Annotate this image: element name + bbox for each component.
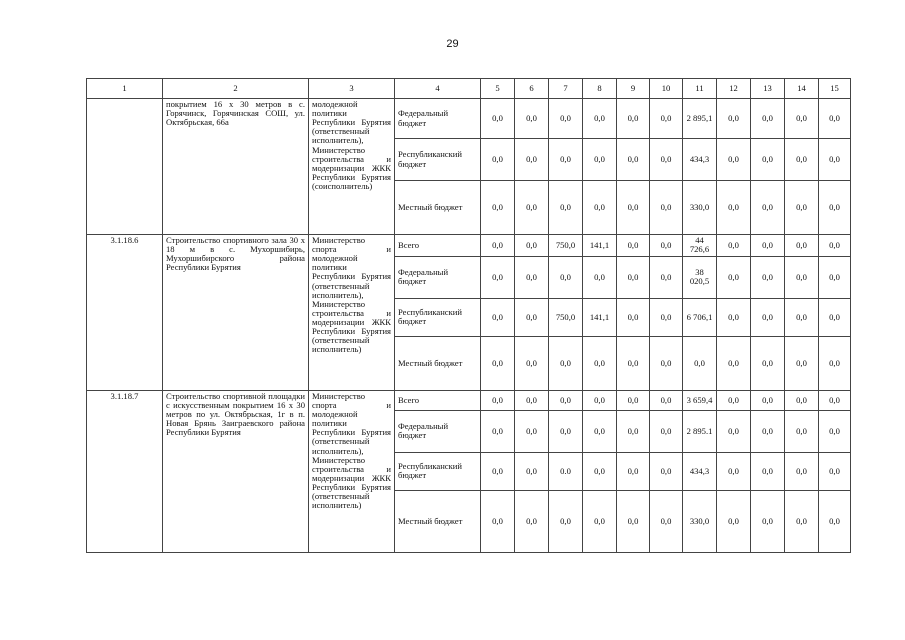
value-cell: 0,0 <box>785 336 819 390</box>
value-cell: 0,0 <box>785 99 819 139</box>
value-cell: 0,0 <box>650 99 683 139</box>
value-cell: 0,0 <box>583 99 617 139</box>
header-cell: 14 <box>785 79 819 99</box>
value-cell: 0,0 <box>583 256 617 298</box>
value-cell: 0,0 <box>819 490 851 552</box>
value-cell: 0,0 <box>650 390 683 410</box>
value-cell: 0,0 <box>785 390 819 410</box>
value-cell: 0,0 <box>481 235 515 257</box>
value-cell: 0.0 <box>549 452 583 490</box>
value-cell: 0,0 <box>515 235 549 257</box>
value-cell: 2 895,1 <box>683 99 717 139</box>
funding-source-cell: Республиканский бюджет <box>395 452 481 490</box>
value-cell: 0,0 <box>481 410 515 452</box>
funding-source-cell: Местный бюджет <box>395 181 481 235</box>
value-cell: 38 020,5 <box>683 256 717 298</box>
value-cell: 434,3 <box>683 139 717 181</box>
funding-source-cell: Всего <box>395 235 481 257</box>
value-cell: 0,0 <box>549 336 583 390</box>
value-cell: 0,0 <box>717 336 751 390</box>
value-cell: 0,0 <box>617 452 650 490</box>
value-cell: 0,0 <box>751 235 785 257</box>
value-cell: 0,0 <box>515 298 549 336</box>
value-cell: 0,0 <box>617 390 650 410</box>
table-row <box>87 235 851 257</box>
value-cell: 0,0 <box>717 181 751 235</box>
value-cell: 0,0 <box>650 298 683 336</box>
value-cell: 0,0 <box>717 99 751 139</box>
value-cell: 0,0 <box>515 139 549 181</box>
value-cell: 0,0 <box>717 298 751 336</box>
value-cell: 0,0 <box>751 410 785 452</box>
funding-source-cell: Местный бюджет <box>395 336 481 390</box>
value-cell: 0,0 <box>583 490 617 552</box>
value-cell: 0,0 <box>481 336 515 390</box>
value-cell: 0,0 <box>549 390 583 410</box>
value-cell: 0,0 <box>617 256 650 298</box>
value-cell: 0,0 <box>650 181 683 235</box>
value-cell: 0,0 <box>785 490 819 552</box>
value-cell: 44 726,6 <box>683 235 717 257</box>
value-cell: 0,0 <box>717 490 751 552</box>
value-cell: 0,0 <box>650 336 683 390</box>
value-cell: 0,0 <box>583 139 617 181</box>
value-cell: 0,0 <box>751 139 785 181</box>
header-row <box>87 79 851 99</box>
value-cell: 2 895.1 <box>683 410 717 452</box>
value-cell: 3 659,4 <box>683 390 717 410</box>
header-cell: 11 <box>683 79 717 99</box>
header-cell: 8 <box>583 79 617 99</box>
value-cell: 0,0 <box>785 139 819 181</box>
value-cell: 0,0 <box>717 452 751 490</box>
header-cell: 15 <box>819 79 851 99</box>
funding-source-cell: Федеральный бюджет <box>395 256 481 298</box>
funding-source-cell: Республиканский бюджет <box>395 298 481 336</box>
value-cell: 0,0 <box>481 490 515 552</box>
header-cell: 9 <box>617 79 650 99</box>
value-cell: 0,0 <box>683 336 717 390</box>
funding-source-cell: Республиканский бюджет <box>395 139 481 181</box>
value-cell: 0,0 <box>650 490 683 552</box>
value-cell: 0,0 <box>819 99 851 139</box>
value-cell: 0,0 <box>515 490 549 552</box>
value-cell: 0,0 <box>785 181 819 235</box>
value-cell: 0,0 <box>650 139 683 181</box>
value-cell: 0,0 <box>819 410 851 452</box>
header-cell: 5 <box>481 79 515 99</box>
page-number: 29 <box>446 38 459 50</box>
executor-cell: Министерство спорта и молодежной политики Республики Бурятия (ответственный исполнитель), Министерство строительства и модернизации ЖКК Республики Бурятия (ответственный исполнитель) <box>309 235 395 391</box>
item-name-cell: покрытием 16 х 30 метров в с. Горячинск, Горячинская СОШ, ул. Октябрьская, 66а <box>163 99 309 235</box>
value-cell: 0,0 <box>751 452 785 490</box>
value-cell: 0,0 <box>751 490 785 552</box>
funding-source-cell: Всего <box>395 390 481 410</box>
value-cell: 0,0 <box>617 336 650 390</box>
value-cell: 0,0 <box>549 410 583 452</box>
value-cell: 0,0 <box>751 181 785 235</box>
value-cell: 0,0 <box>785 452 819 490</box>
item-code-cell <box>87 99 163 235</box>
value-cell: 0,0 <box>650 452 683 490</box>
value-cell: 0,0 <box>515 336 549 390</box>
value-cell: 0,0 <box>819 181 851 235</box>
funding-source-cell: Федеральный бюджет <box>395 410 481 452</box>
value-cell: 0,0 <box>785 410 819 452</box>
value-cell: 0,0 <box>515 452 549 490</box>
header-cell: 12 <box>717 79 751 99</box>
item-name-cell: Строительство спортивной площадки с искусственным покрытием 16 х 30 метров по ул. Октябрьская, 1г в п. Новая Брянь Заиграевского района Республики Бурятия <box>163 390 309 552</box>
value-cell: 0,0 <box>481 452 515 490</box>
value-cell: 0,0 <box>751 99 785 139</box>
value-cell: 0,0 <box>583 336 617 390</box>
value-cell: 0,0 <box>583 390 617 410</box>
value-cell: 0,0 <box>751 298 785 336</box>
table-row <box>87 99 851 139</box>
value-cell: 0,0 <box>717 256 751 298</box>
value-cell: 0,0 <box>819 390 851 410</box>
value-cell: 0,0 <box>481 298 515 336</box>
value-cell: 141,1 <box>583 298 617 336</box>
value-cell: 0,0 <box>819 139 851 181</box>
value-cell: 0,0 <box>650 256 683 298</box>
header-cell: 13 <box>751 79 785 99</box>
value-cell: 0,0 <box>819 256 851 298</box>
value-cell: 0,0 <box>583 410 617 452</box>
budget-table <box>86 78 851 553</box>
value-cell: 0,0 <box>549 256 583 298</box>
header-cell: 4 <box>395 79 481 99</box>
value-cell: 0,0 <box>819 298 851 336</box>
value-cell: 0,0 <box>617 235 650 257</box>
value-cell: 0,0 <box>751 336 785 390</box>
header-cell: 6 <box>515 79 549 99</box>
value-cell: 0,0 <box>481 139 515 181</box>
value-cell: 0,0 <box>785 235 819 257</box>
value-cell: 0,0 <box>819 452 851 490</box>
value-cell: 750,0 <box>549 298 583 336</box>
value-cell: 0,0 <box>617 410 650 452</box>
value-cell: 0,0 <box>785 256 819 298</box>
value-cell: 0,0 <box>481 390 515 410</box>
value-cell: 0,0 <box>583 181 617 235</box>
header-cell: 7 <box>549 79 583 99</box>
value-cell: 434,3 <box>683 452 717 490</box>
value-cell: 0,0 <box>617 139 650 181</box>
value-cell: 141,1 <box>583 235 617 257</box>
table-row <box>87 390 851 410</box>
value-cell: 0,0 <box>717 390 751 410</box>
value-cell: 0,0 <box>481 256 515 298</box>
value-cell: 330,0 <box>683 490 717 552</box>
value-cell: 0,0 <box>515 410 549 452</box>
value-cell: 0,0 <box>549 181 583 235</box>
value-cell: 0,0 <box>481 99 515 139</box>
value-cell: 0,0 <box>515 181 549 235</box>
value-cell: 0,0 <box>617 490 650 552</box>
value-cell: 0,0 <box>549 490 583 552</box>
value-cell: 0,0 <box>650 410 683 452</box>
value-cell: 0,0 <box>549 99 583 139</box>
value-cell: 330,0 <box>683 181 717 235</box>
item-name-cell: Строительство спортивного зала 30 х 18 м в с. Мухоршибирь, Мухоршибирского района Республики Бурятия <box>163 235 309 391</box>
value-cell: 0,0 <box>515 99 549 139</box>
header-cell: 2 <box>163 79 309 99</box>
header-cell: 10 <box>650 79 683 99</box>
value-cell: 0,0 <box>515 390 549 410</box>
value-cell: 0,0 <box>481 181 515 235</box>
value-cell: 0,0 <box>549 139 583 181</box>
value-cell: 0,0 <box>617 99 650 139</box>
value-cell: 750,0 <box>549 235 583 257</box>
value-cell: 0,0 <box>785 298 819 336</box>
value-cell: 0,0 <box>819 336 851 390</box>
funding-source-cell: Местный бюджет <box>395 490 481 552</box>
value-cell: 0,0 <box>751 256 785 298</box>
value-cell: 0,0 <box>583 452 617 490</box>
value-cell: 0,0 <box>751 390 785 410</box>
item-code-cell: 3.1.18.6 <box>87 235 163 391</box>
value-cell: 0,0 <box>650 235 683 257</box>
item-code-cell: 3.1.18.7 <box>87 390 163 552</box>
funding-source-cell: Федеральный бюджет <box>395 99 481 139</box>
header-cell: 3 <box>309 79 395 99</box>
value-cell: 0,0 <box>717 410 751 452</box>
executor-cell: молодежной политики Республики Бурятия (ответственный исполнитель), Министерство строительства и модернизации ЖКК Республики Бурятия (соисполнитель) <box>309 99 395 235</box>
value-cell: 6 706,1 <box>683 298 717 336</box>
value-cell: 0,0 <box>819 235 851 257</box>
value-cell: 0,0 <box>515 256 549 298</box>
value-cell: 0,0 <box>717 139 751 181</box>
value-cell: 0,0 <box>717 235 751 257</box>
executor-cell: Министерство спорта и молодежной политики Республики Бурятия (ответственный исполнитель), Министерство строительства и модернизации ЖКК Республики Бурятия (ответственный исполнитель) <box>309 390 395 552</box>
value-cell: 0,0 <box>617 181 650 235</box>
header-cell: 1 <box>87 79 163 99</box>
value-cell: 0,0 <box>617 298 650 336</box>
